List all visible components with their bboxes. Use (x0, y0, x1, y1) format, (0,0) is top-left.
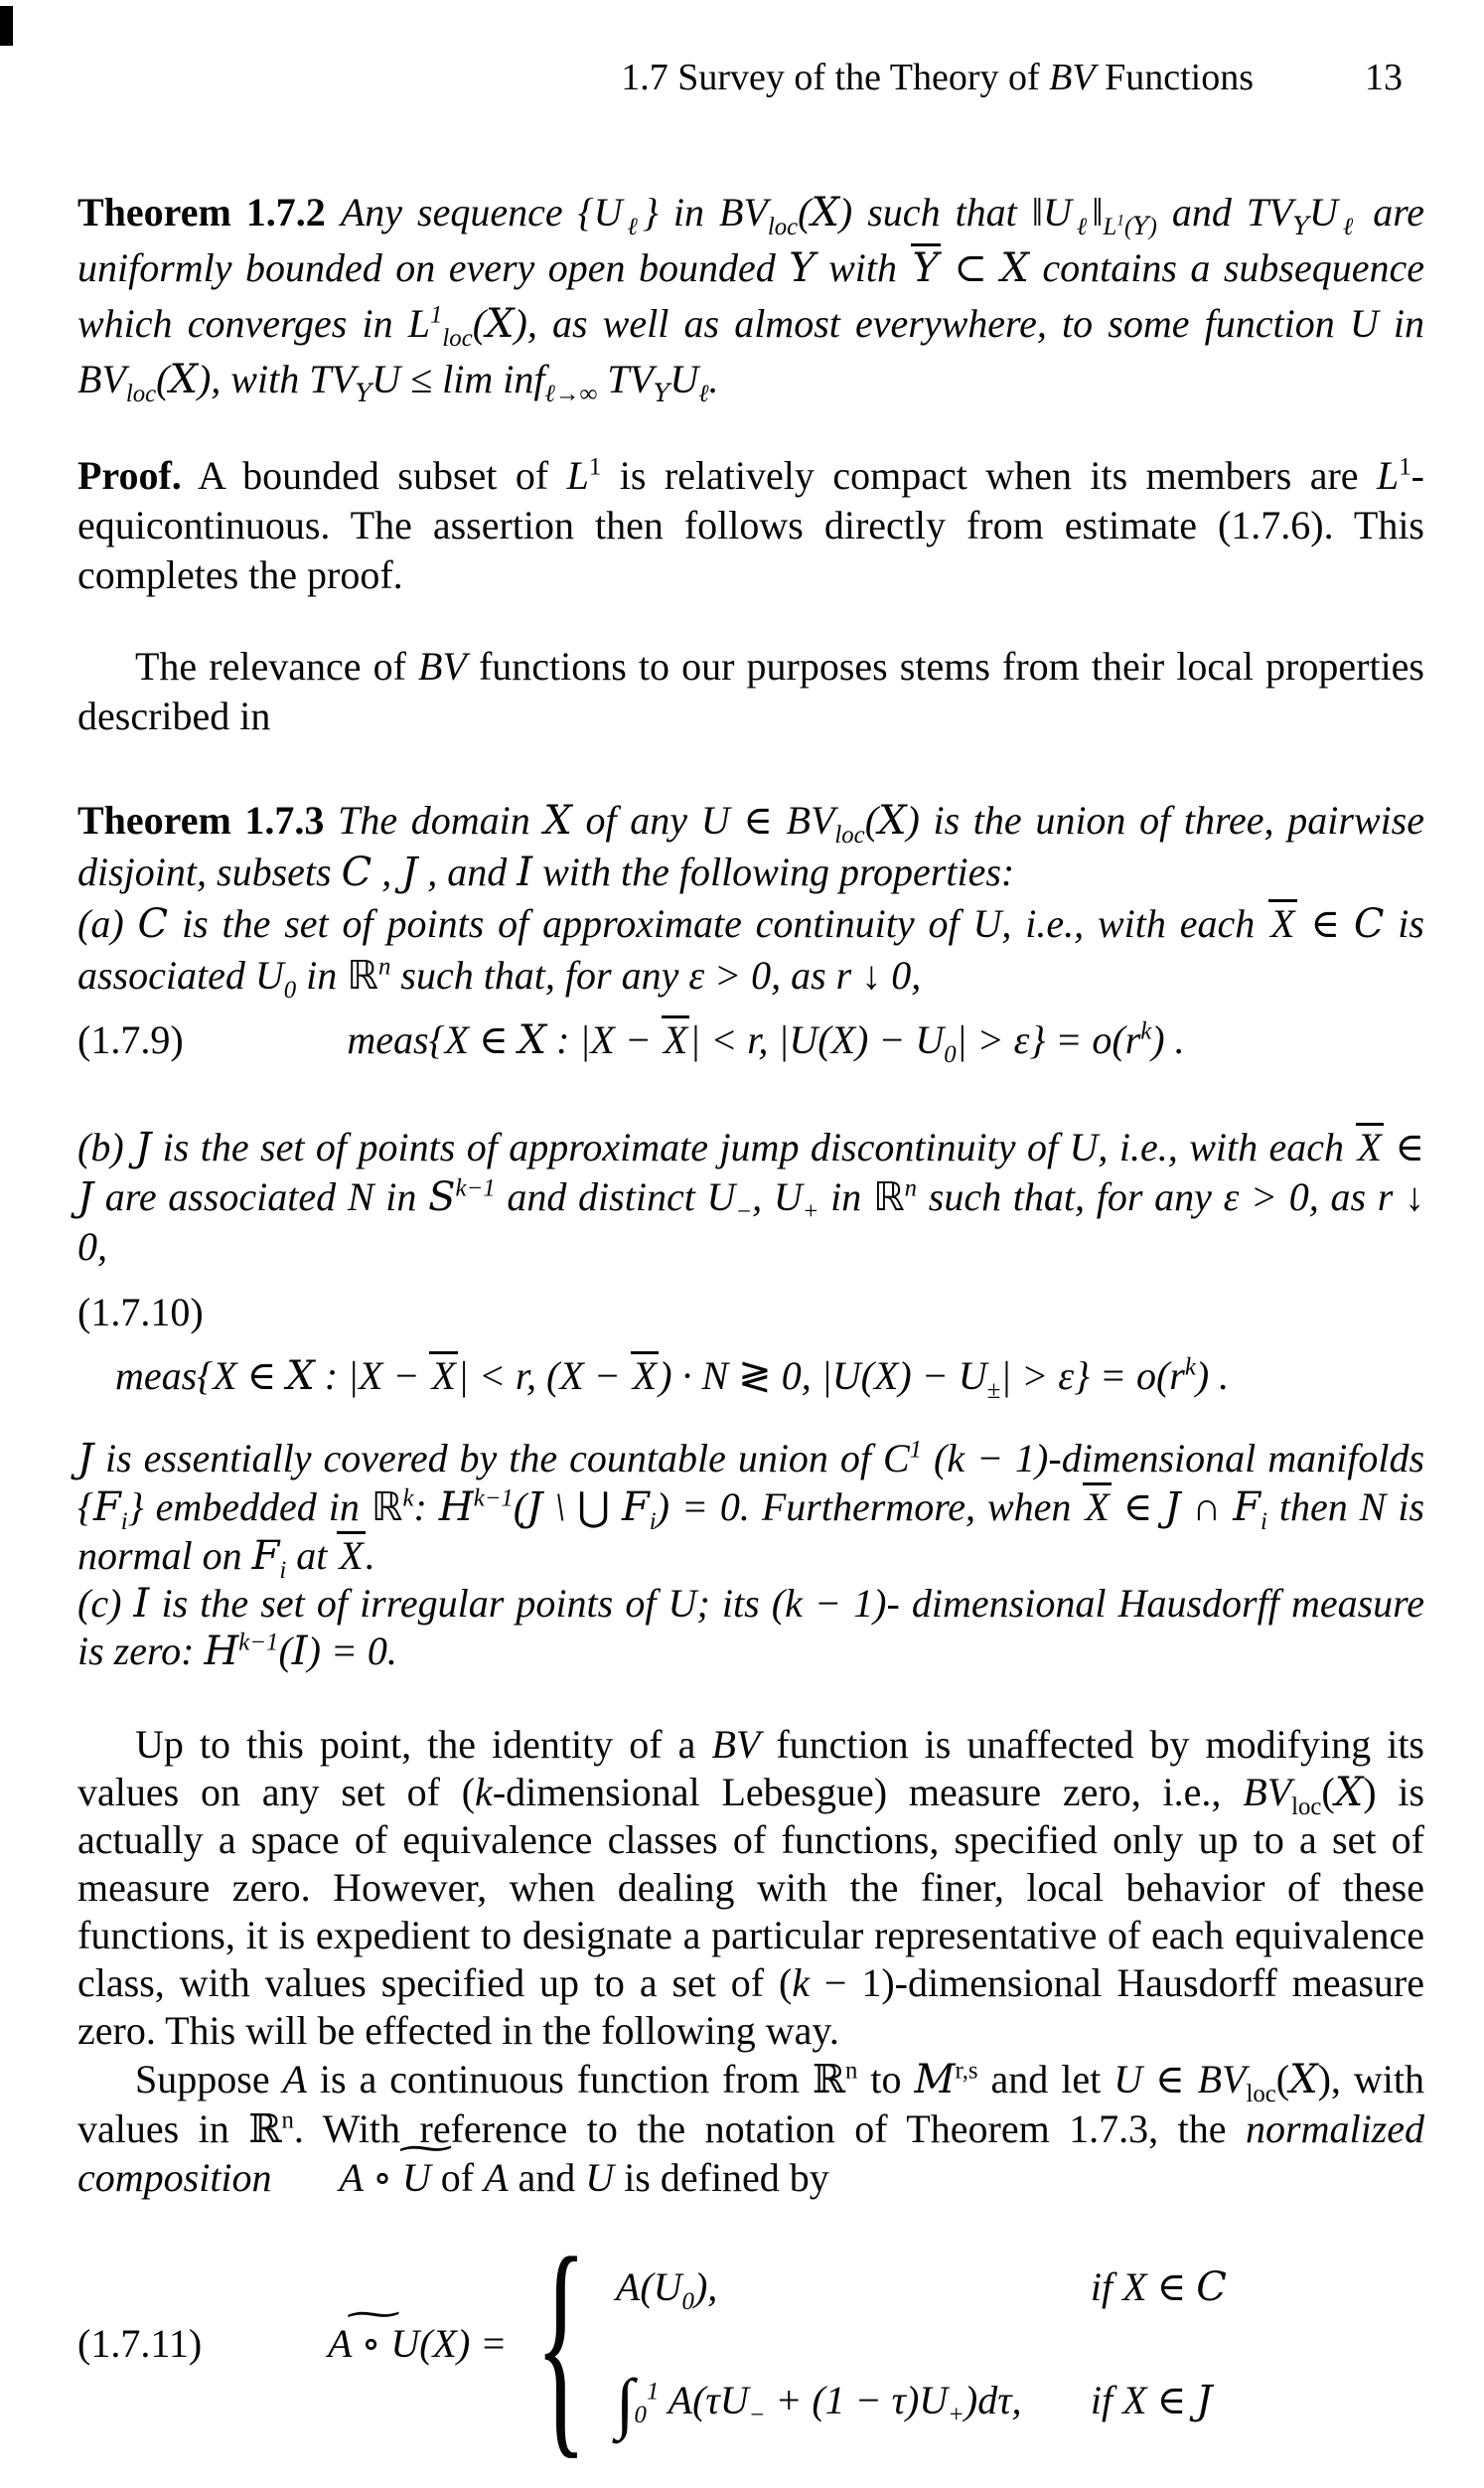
proof-label: Proof. (77, 453, 182, 498)
case-continuity-expression: $A(U_0)$, (615, 2264, 718, 2315)
equation-1-7-11-number: (1.7.11) (77, 2321, 203, 2366)
equation-1-7-11-lhs: ∼ A ∘ U(X) = (328, 2319, 507, 2369)
relevance-paragraph: The relevance of BV functions to our purposes stems from their local properties described in (77, 644, 1424, 738)
theorem-1-7-3-item-c: (c) I is the set of irregular points of U; its (k − 1)- dimensional Hausdorff measure is zero: $H^{k-1}(I) = 0$. (77, 1581, 1424, 1674)
theorem-1-7-2-body: Any sequence $\{U_\ell\}$ in $BV_{loc}(X)$ such that $‖U_\ell‖_{L^1(Y)}$ and $TV_YU_\ell$ are uniformly bounded on every open bounded Y with Y ⊂ X contains a subsequence which converges in $L^1_{loc}(X)$, as well as almost everywhere, to some function U in $BV_{loc}(X)$, with $TV_YU \le \lim inf_{\ell\to\infty}$ $TV_YU_\ell$. (77, 190, 1425, 407)
theorem-1-7-3-statement (77, 795, 1424, 898)
equation-1-7-9-number: (1.7.9) (77, 1017, 184, 1062)
theorem-1-7-2 (77, 185, 1424, 407)
case-jump-expression: $\int_0^1$ $A(\tau U_- + (1 - \tau)U_+)d\tau$, (615, 2365, 1022, 2441)
case-continuity-condition: if X ∈ C (1090, 2264, 1227, 2310)
theorem-1-7-3-item-b: (b) J is the set of points of approximate jump discontinuity of U, i.e., with each X ∈ J are associated N in $S^{k-1}$ and distinct $U_-$, $U_+$ in ℝ$^n$ such that, for any ε > 0, as r ↓ 0, (77, 1125, 1425, 1269)
theorem-1-7-3 (77, 795, 1424, 1002)
case-continuity (616, 2248, 1424, 2327)
theorem-1-7-2-label: Theorem 1.7.2 (77, 190, 326, 234)
scan-artifact (0, 6, 13, 46)
equation-1-7-10-number: (1.7.10) (77, 1290, 204, 1334)
equation-1-7-9-formula: meas{X ∈ X : |X − X| < r, $|U(X) - U_0| > \varepsilon\} = o(r^k)$ . (347, 1017, 1185, 1068)
case-jump (616, 2361, 1424, 2440)
equation-1-7-9 (77, 1015, 1424, 1079)
equation-1-7-11 (77, 2207, 1424, 2479)
cases-group (616, 2248, 1424, 2440)
case-jump-condition: if X ∈ J (1090, 2378, 1213, 2423)
equation-1-7-10-formula: meas{X ∈ X : |X − X| < r, (X − X) · N ≷ 0, $|U(X) - U_\pm| > \varepsilon\} = o(r^k)$ . (115, 1353, 1230, 1404)
theorem-1-7-3-label: Theorem 1.7.3 (77, 798, 325, 843)
equation-1-7-10 (77, 1288, 1424, 1404)
theorem-1-7-3-item-b-continued: J is essentially covered by the countable union of $C^1$ (k − 1)-dimensional manifolds $\{F_i\}$ embedded in ℝ$^k$: $H^{k-1}(J$ \ ⋃ $F_i) = 0$. Furthermore, when X ∈ J ∩ $F_i$ then N is normal on $F_i$ at X. (77, 1436, 1425, 1584)
theorem-1-7-3-body: The domain X of any U ∈ $BV_{loc}(X)$ is the union of three, pairwise disjoint, subsets C , J , and I with the following properties: (77, 798, 1425, 895)
page-number: 13 (1365, 57, 1403, 98)
suppose-paragraph: Suppose A is a continuous function from ℝ$^n$ to M$^{r,s}$ and let U ∈ $BV_{loc}(X)$, with values in ℝ$^n$. With reference to the notation of Theorem 1.7.3, the normalized composition ∼ A ∘ U of A and U is defined by (77, 2055, 1424, 2202)
theorem-1-7-3-item-a: (a) C is the set of points of approximate continuity of U, i.e., with each X ∈ C is associated $U_0$ in ℝ$^n$ such that, for any ε > 0, as r ↓ 0, (77, 901, 1424, 1004)
up-to-this-point-paragraph: Up to this point, the identity of a BV function is unaffected by modifying its values on any set of (k-dimensional Lebesgue) measure zero, i.e., $BV_{loc}(X)$ is actually a space of equivalence classes of functions, specified only up to a set of measure zero. However, when dealing with the finer, local behavior of these functions, it is expedient to designate a particular representative of each equivalence class, with values specified up to a set of (k − 1)-dimensional Hausdorff measure zero. This will be effected in the following way. (77, 1722, 1425, 2053)
running-header-title: 1.7 Survey of the Theory of BV Functions (621, 57, 1254, 98)
running-header (77, 0, 1424, 99)
proof-paragraph (77, 451, 1424, 600)
proof-body: A bounded subset of $L^1$ is relatively compact when its members are $L^1$-equicontinuous. The assertion then follows directly from estimate (1.7.6). This completes the proof. (77, 453, 1424, 597)
cases-brace: { (535, 2207, 588, 2479)
